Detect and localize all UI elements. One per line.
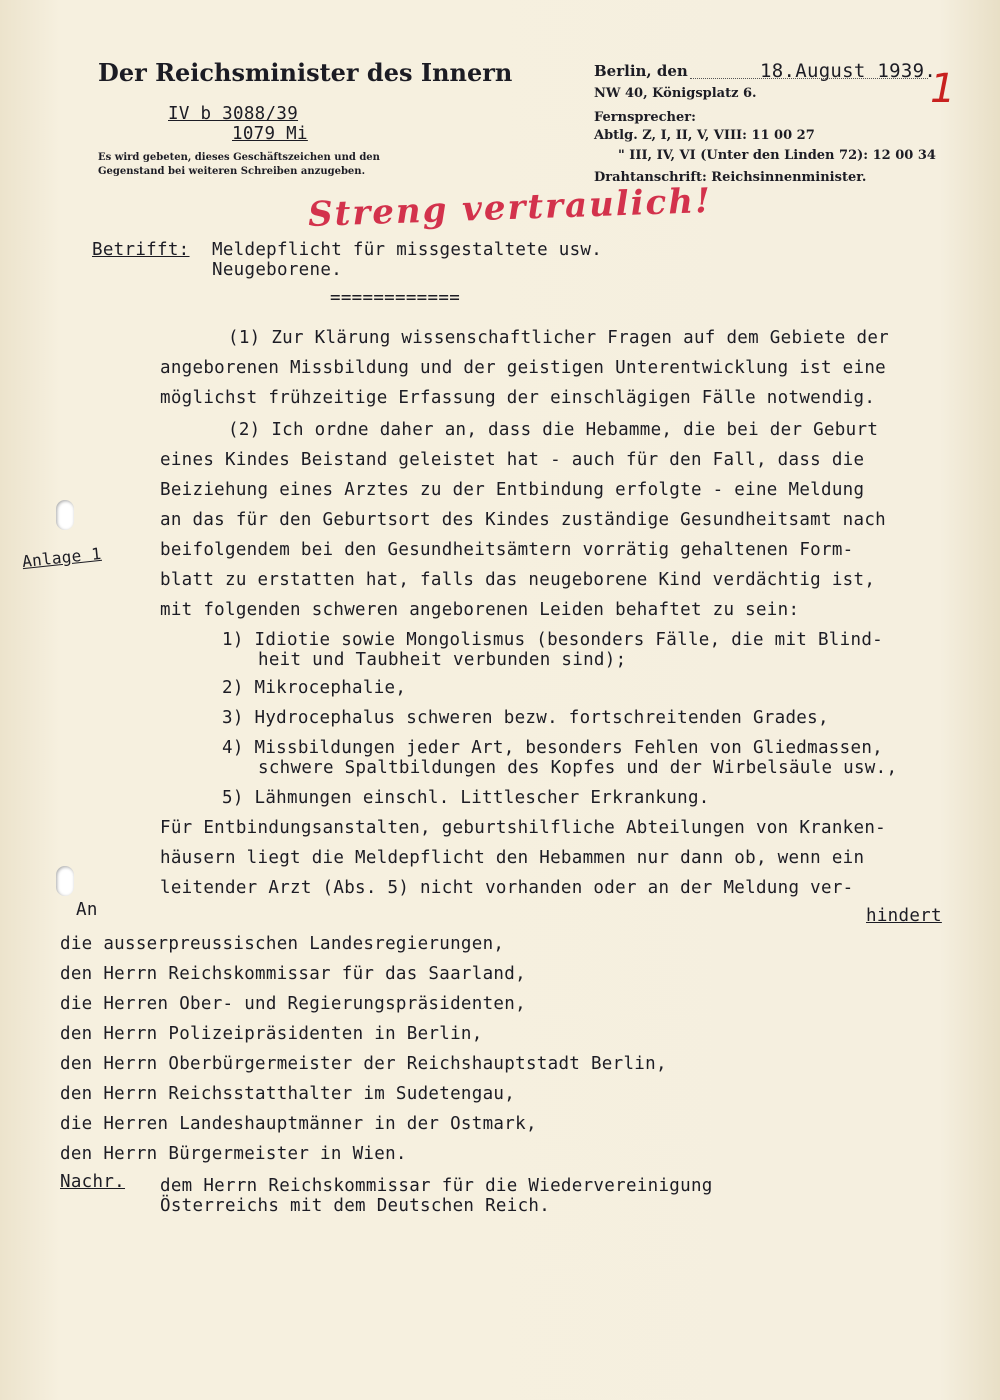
- ministry-title: Der Reichsminister des Innern: [98, 58, 513, 87]
- list-item-2: 2) Mikrocephalie,: [222, 678, 407, 698]
- paragraph-2-line-6: blatt zu erstatten hat, falls das neugeborene Kind verdächtig ist,: [160, 570, 876, 590]
- copy-label: Nachr.: [60, 1172, 126, 1192]
- paragraph-2-line-7: mit folgenden schweren angeborenen Leiden behaftet zu sein:: [160, 600, 800, 620]
- list-item-5: 5) Lähmungen einschl. Littlescher Erkrankung.: [222, 788, 710, 808]
- telegram-address: Drahtanschrift: Reichsinnenminister.: [594, 170, 867, 185]
- reference-number-sub: 1079 Mi: [232, 124, 308, 144]
- paragraph-2-line-2: eines Kindes Beistand geleistet hat - auch für den Fall, dass die: [160, 450, 865, 470]
- punch-hole-bottom: [56, 866, 74, 896]
- recipients-label: An: [76, 900, 98, 920]
- subject-rule: ============: [330, 288, 461, 308]
- recipient-line: die ausserpreussischen Landesregierungen,: [60, 934, 505, 954]
- list-item-3: 3) Hydrocephalus schweren bezw. fortschreitenden Grades,: [222, 708, 829, 728]
- list-item-1-cont: heit und Taubheit verbunden sind);: [258, 650, 627, 670]
- paragraph-1-line-2: angeborenen Missbildung und der geistigen Unterentwicklung ist eine: [160, 358, 887, 378]
- recipient-line: den Herrn Reichskommissar für das Saarland,: [60, 964, 526, 984]
- paragraph-1-line-1: (1) Zur Klärung wissenschaftlicher Fragen auf dem Gebiete der: [228, 328, 889, 348]
- annex-note: Anlage 1: [21, 543, 103, 572]
- recipient-line: den Herrn Polizeipräsidenten in Berlin,: [60, 1024, 483, 1044]
- phone-label: Fernsprecher:: [594, 110, 696, 125]
- page-mark: 1: [930, 66, 956, 112]
- reference-note-2: Gegenstand bei weiteren Schreiben anzugeben.: [98, 166, 366, 177]
- place-label: Berlin, den: [594, 62, 688, 80]
- phone-line-2: " III, IV, VI (Unter den Linden 72): 12 00 34: [618, 148, 936, 163]
- list-item-4-cont: schwere Spaltbildungen des Kopfes und der Wirbelsäule usw.,: [258, 758, 898, 778]
- paragraph-2-line-4: an das für den Geburtsort des Kindes zuständige Gesundheitsamt nach: [160, 510, 887, 530]
- paragraph-2-line-1: (2) Ich ordne daher an, dass die Hebamme, die bei der Geburt: [228, 420, 879, 440]
- letter-date: 18.August 1939.: [760, 60, 937, 82]
- paragraph-3-line-1: Für Entbindungsanstalten, geburtshilfliche Abteilungen von Kranken-: [160, 818, 887, 838]
- copy-line-2: Österreichs mit dem Deutschen Reich.: [160, 1196, 551, 1216]
- recipient-line: den Herrn Bürgermeister in Wien.: [60, 1144, 407, 1164]
- copy-line-1: dem Herrn Reichskommissar für die Wiedervereinigung: [160, 1176, 713, 1196]
- list-item-1: 1) Idiotie sowie Mongolismus (besonders Fälle, die mit Blind-: [222, 630, 883, 650]
- punch-hole-top: [56, 500, 74, 530]
- paragraph-1-line-3: möglichst frühzeitige Erfassung der einschlägigen Fälle notwendig.: [160, 388, 876, 408]
- office-address: NW 40, Königsplatz 6.: [594, 86, 757, 101]
- subject-line-1: Meldepflicht für missgestaltete usw.: [212, 240, 603, 260]
- reference-number: IV b 3088/39: [168, 104, 299, 124]
- phone-line-1: Abtlg. Z, I, II, V, VIII: 11 00 27: [594, 128, 815, 143]
- recipient-line: den Herrn Reichsstatthalter im Sudetengau,: [60, 1084, 516, 1104]
- reference-note-1: Es wird gebeten, dieses Geschäftszeichen und den: [98, 152, 380, 163]
- recipient-line: die Herren Ober- und Regierungspräsidenten,: [60, 994, 526, 1014]
- confidential-stamp: Streng vertraulich!: [307, 180, 713, 236]
- paragraph-3-line-2: häusern liegt die Meldepflicht den Hebammen nur dann ob, wenn ein: [160, 848, 865, 868]
- paragraph-2-line-3: Beiziehung eines Arztes zu der Entbindung erfolgte - eine Meldung: [160, 480, 865, 500]
- paragraph-2-line-5: beifolgendem bei den Gesundheitsämtern vorrätig gehaltenen Form-: [160, 540, 854, 560]
- recipient-line: die Herren Landeshauptmänner in der Ostmark,: [60, 1114, 537, 1134]
- paragraph-3-line-4: hindert: [866, 906, 942, 926]
- list-item-4: 4) Missbildungen jeder Art, besonders Fehlen von Gliedmassen,: [222, 738, 883, 758]
- paragraph-3-line-3: leitender Arzt (Abs. 5) nicht vorhanden oder an der Meldung ver-: [160, 878, 854, 898]
- recipient-line: den Herrn Oberbürgermeister der Reichshauptstadt Berlin,: [60, 1054, 667, 1074]
- subject-line-2: Neugeborene.: [212, 260, 343, 280]
- subject-label: Betrifft:: [92, 240, 190, 260]
